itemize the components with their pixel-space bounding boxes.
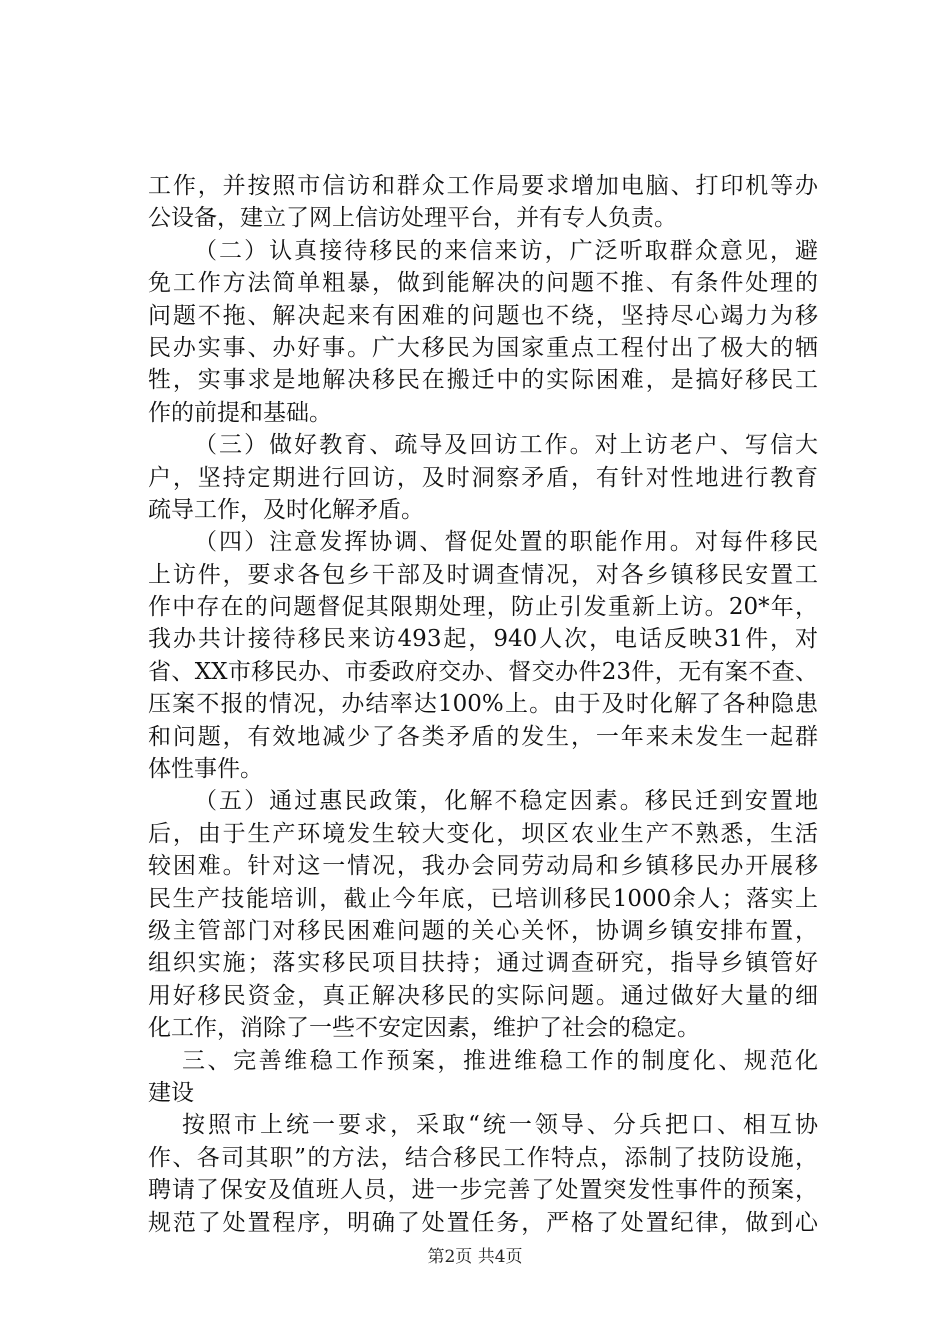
text-line: 作的前提和基础。	[148, 399, 332, 426]
text-line: 聘请了保安及值班人员，进一步完善了处置突发性事件的预案，	[148, 1177, 818, 1204]
text-line: 较困难。针对这一情况，我办会同劳动局和乡镇移民办开展移	[148, 853, 818, 880]
text-line: （二）认真接待移民的来信来访，广泛听取群众意见，避	[194, 237, 818, 264]
text-line: 规范了处置程序，明确了处置任务，严格了处置纪律，做到心	[148, 1209, 818, 1236]
text-line: 公设备，建立了网上信访处理平台，并有专人负责。	[148, 205, 677, 232]
text-line: 后，由于生产环境发生较大变化，坝区农业生产不熟悉，生活	[148, 820, 818, 847]
text-line: 体性事件。	[148, 756, 263, 783]
text-line: 工作，并按照市信访和群众工作局要求增加电脑、打印机等办	[148, 173, 818, 199]
text-line: 组织实施；落实移民项目扶持；通过调查研究，指导乡镇管好	[148, 950, 818, 977]
text-line: 省、XX市移民办、市委政府交办、督交办件23件，无有案不查、	[148, 658, 818, 685]
text-line: 免工作方法简单粗暴，做到能解决的问题不推、有条件处理的	[148, 270, 818, 297]
text-line: 作中存在的问题督促其限期处理，防止引发重新上访。20*年，	[148, 594, 818, 621]
text-line: 上访件，要求各包乡干部及时调查情况，对各乡镇移民安置工	[148, 561, 818, 588]
text-line: （三）做好教育、疏导及回访工作。对上访老户、写信大	[194, 432, 818, 459]
text-line: 牲，实事求是地解决移民在搬迁中的实际困难，是搞好移民工	[148, 367, 818, 394]
text-line: 问题不拖、解决起来有困难的问题也不绕，坚持尽心竭力为移	[148, 302, 818, 329]
page-footer: 第2页 共4页	[427, 1247, 523, 1267]
text-line: 用好移民资金，真正解决移民的实际问题。通过做好大量的细	[148, 982, 818, 1009]
text-line: 疏导工作，及时化解矛盾。	[148, 496, 424, 523]
text-line: 民办实事、办好事。广大移民为国家重点工程付出了极大的牺	[148, 334, 818, 361]
text-line: 和问题，有效地减少了各类矛盾的发生，一年来未发生一起群	[148, 723, 818, 750]
text-line: 作、各司其职”的方法，结合移民工作特点，添制了技防设施，	[148, 1144, 818, 1171]
text-line: 民生产技能培训，截止今年底，已培训移民1000余人；落实上	[148, 885, 818, 912]
text-line: 三、完善维稳工作预案，推进维稳工作的制度化、规范化	[182, 1047, 818, 1074]
text-line: 按照市上统一要求，采取“统一领导、分兵把口、相互协	[182, 1112, 818, 1139]
text-line: 户，坚持定期进行回访，及时洞察矛盾，有针对性地进行教育	[148, 464, 818, 491]
text-line: （五）通过惠民政策，化解不稳定因素。移民迁到安置地	[194, 788, 818, 815]
text-line: 化工作，消除了一些不安定因素，维护了社会的稳定。	[148, 1015, 700, 1042]
document-body	[148, 170, 818, 1239]
text-line: 级主管部门对移民困难问题的关心关怀，协调乡镇安排布置，	[148, 917, 818, 944]
text-line: （四）注意发挥协调、督促处置的职能作用。对每件移民	[194, 529, 818, 556]
text-line: 建设	[148, 1079, 194, 1106]
text-line: 我办共计接待移民来访493起，940人次，电话反映31件，对	[148, 626, 818, 653]
text-line: 压案不报的情况，办结率达100%上。由于及时化解了各种隐患	[148, 691, 818, 718]
